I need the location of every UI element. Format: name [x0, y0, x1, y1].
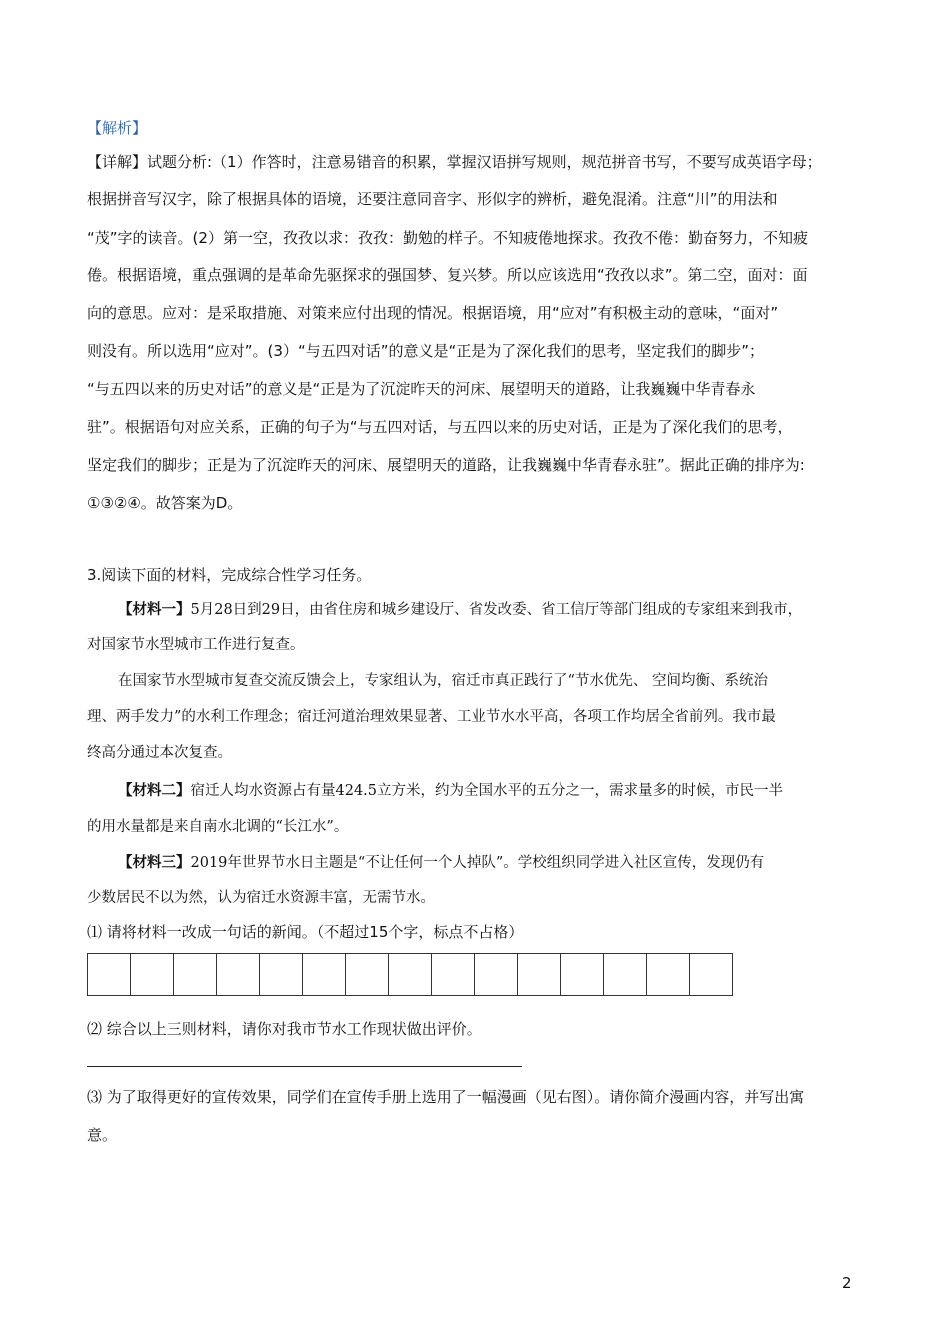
analysis-line: “与五四以来的历史对话”的意义是“正是为了沉淀昨天的河床、展望明天的道路，让我巍巍中华青春永: [87, 380, 756, 398]
answer-grid-cell[interactable]: [346, 954, 389, 995]
material-one-line: 在国家节水型城市复查交流反馈会上，专家组认为，宿迁市真正践行了“节水优先、 空间均衡、系统治: [118, 673, 769, 689]
sub-question-2: ⑵ 综合以上三则材料，请你对我市节水工作现状做出评价。: [87, 1020, 482, 1038]
material-two-first-line: 【材料二】宿迁人均水资源占有量424.5立方米，约为全国水平的五分之一，需求量多的时候，市民一半: [118, 782, 784, 799]
answer-line[interactable]: [87, 1066, 522, 1067]
analysis-line: 根据拼音写汉字，除了根据具体的语境，还要注意同音字、形似字的辨析，避免混淆。注意“川”的用法和: [87, 190, 778, 208]
material-one-line: 理、两手发力”的水利工作理念；宿迁河道治理效果显著、工业节水水平高，各项工作均居全省前列。我市最: [87, 709, 776, 725]
analysis-line: 驻”。根据语句对应关系，正确的句子为“与五四对话，与五四以来的历史对话，正是为了深化我们的思考，: [87, 418, 793, 436]
answer-grid-cell[interactable]: [690, 954, 733, 995]
answer-grid-cell[interactable]: [174, 954, 217, 995]
material-one-tag: 【材料一】: [118, 601, 191, 618]
answer-grid-cell[interactable]: [604, 954, 647, 995]
answer-grid-cell[interactable]: [303, 954, 346, 995]
answer-grid-cell[interactable]: [88, 954, 131, 995]
sub-question-1: ⑴ 请将材料一改成一句话的新闻。（不超过15个字，标点不占格）: [87, 923, 524, 941]
analysis-line: “茂”字的读音。(2）第一空，孜孜以求：孜孜：勤勉的样子。不知疲倦地探求。孜孜不倦：勤奋努力，不知疲: [87, 229, 808, 247]
answer-grid-cell[interactable]: [217, 954, 260, 995]
sub-question-3: ⑶ 为了取得更好的宣传效果，同学们在宣传手册上选用了一幅漫画（见右图）。请你简介漫画内容，并写出寓: [87, 1088, 805, 1106]
analysis-line: 则没有。所以选用“应对”。(3）“与五四对话”的意义是“正是为了深化我们的思考，坚定我们的脚步”；: [87, 342, 765, 360]
material-two-tag: 【材料二】: [118, 782, 191, 799]
material-one-first-line: 【材料一】5月28日到29日，由省住房和城乡建设厅、省发改委、省工信厅等部门组成的专家组来到我市，: [118, 601, 803, 618]
answer-grid-cell[interactable]: [561, 954, 604, 995]
sub-question-3-continued: 意。: [87, 1126, 118, 1144]
material-one-line: 终高分通过本次复查。: [87, 745, 232, 761]
answer-grid-cell[interactable]: [260, 954, 303, 995]
answer-grid-cell[interactable]: [475, 954, 518, 995]
material-three-first-line: 【材料三】2019年世界节水日主题是“不让任何一个人掉队”。学校组织同学进入社区宣传，发现仍有: [118, 854, 765, 871]
analysis-line: ①③②④。故答案为D。: [87, 494, 243, 512]
analysis-line: 坚定我们的脚步；正是为了沉淀昨天的河床、展望明天的道路，让我巍巍中华青春永驻”。据此正确的排序为:: [87, 456, 805, 474]
analysis-line: 【详解】试题分析:（1）作答时，注意易错音的积累，掌握汉语拼写规则，规范拼音书写，不要写成英语字母；: [87, 153, 822, 171]
analysis-tag: 【解析】: [87, 119, 148, 137]
question-title: 3.阅读下面的材料，完成综合性学习任务。: [87, 566, 372, 584]
answer-grid-cell[interactable]: [518, 954, 561, 995]
answer-grid-cell[interactable]: [432, 954, 475, 995]
analysis-line: 向的意思。应对：是采取措施、对策来应付出现的情况。根据语境，用“应对”有积极主动的意味，“面对”: [87, 304, 779, 322]
material-three-line: 少数居民不以为然，认为宿迁水资源丰富，无需节水。: [87, 890, 435, 906]
material-three-tag: 【材料三】: [118, 854, 191, 871]
answer-grid-cell[interactable]: [647, 954, 690, 995]
material-one-line: 对国家节水型城市工作进行复查。: [87, 637, 305, 653]
answer-grid[interactable]: [87, 953, 733, 996]
answer-grid-cell[interactable]: [389, 954, 432, 995]
answer-grid-cell[interactable]: [131, 954, 174, 995]
material-two-line: 的用水量都是来自南水北调的“长江水”。: [87, 819, 349, 835]
analysis-line: 倦。根据语境，重点强调的是革命先驱探求的强国梦、复兴梦。所以应该选用“孜孜以求”。第二空，面对：面: [87, 266, 808, 284]
page-number: 2: [842, 1274, 852, 1292]
